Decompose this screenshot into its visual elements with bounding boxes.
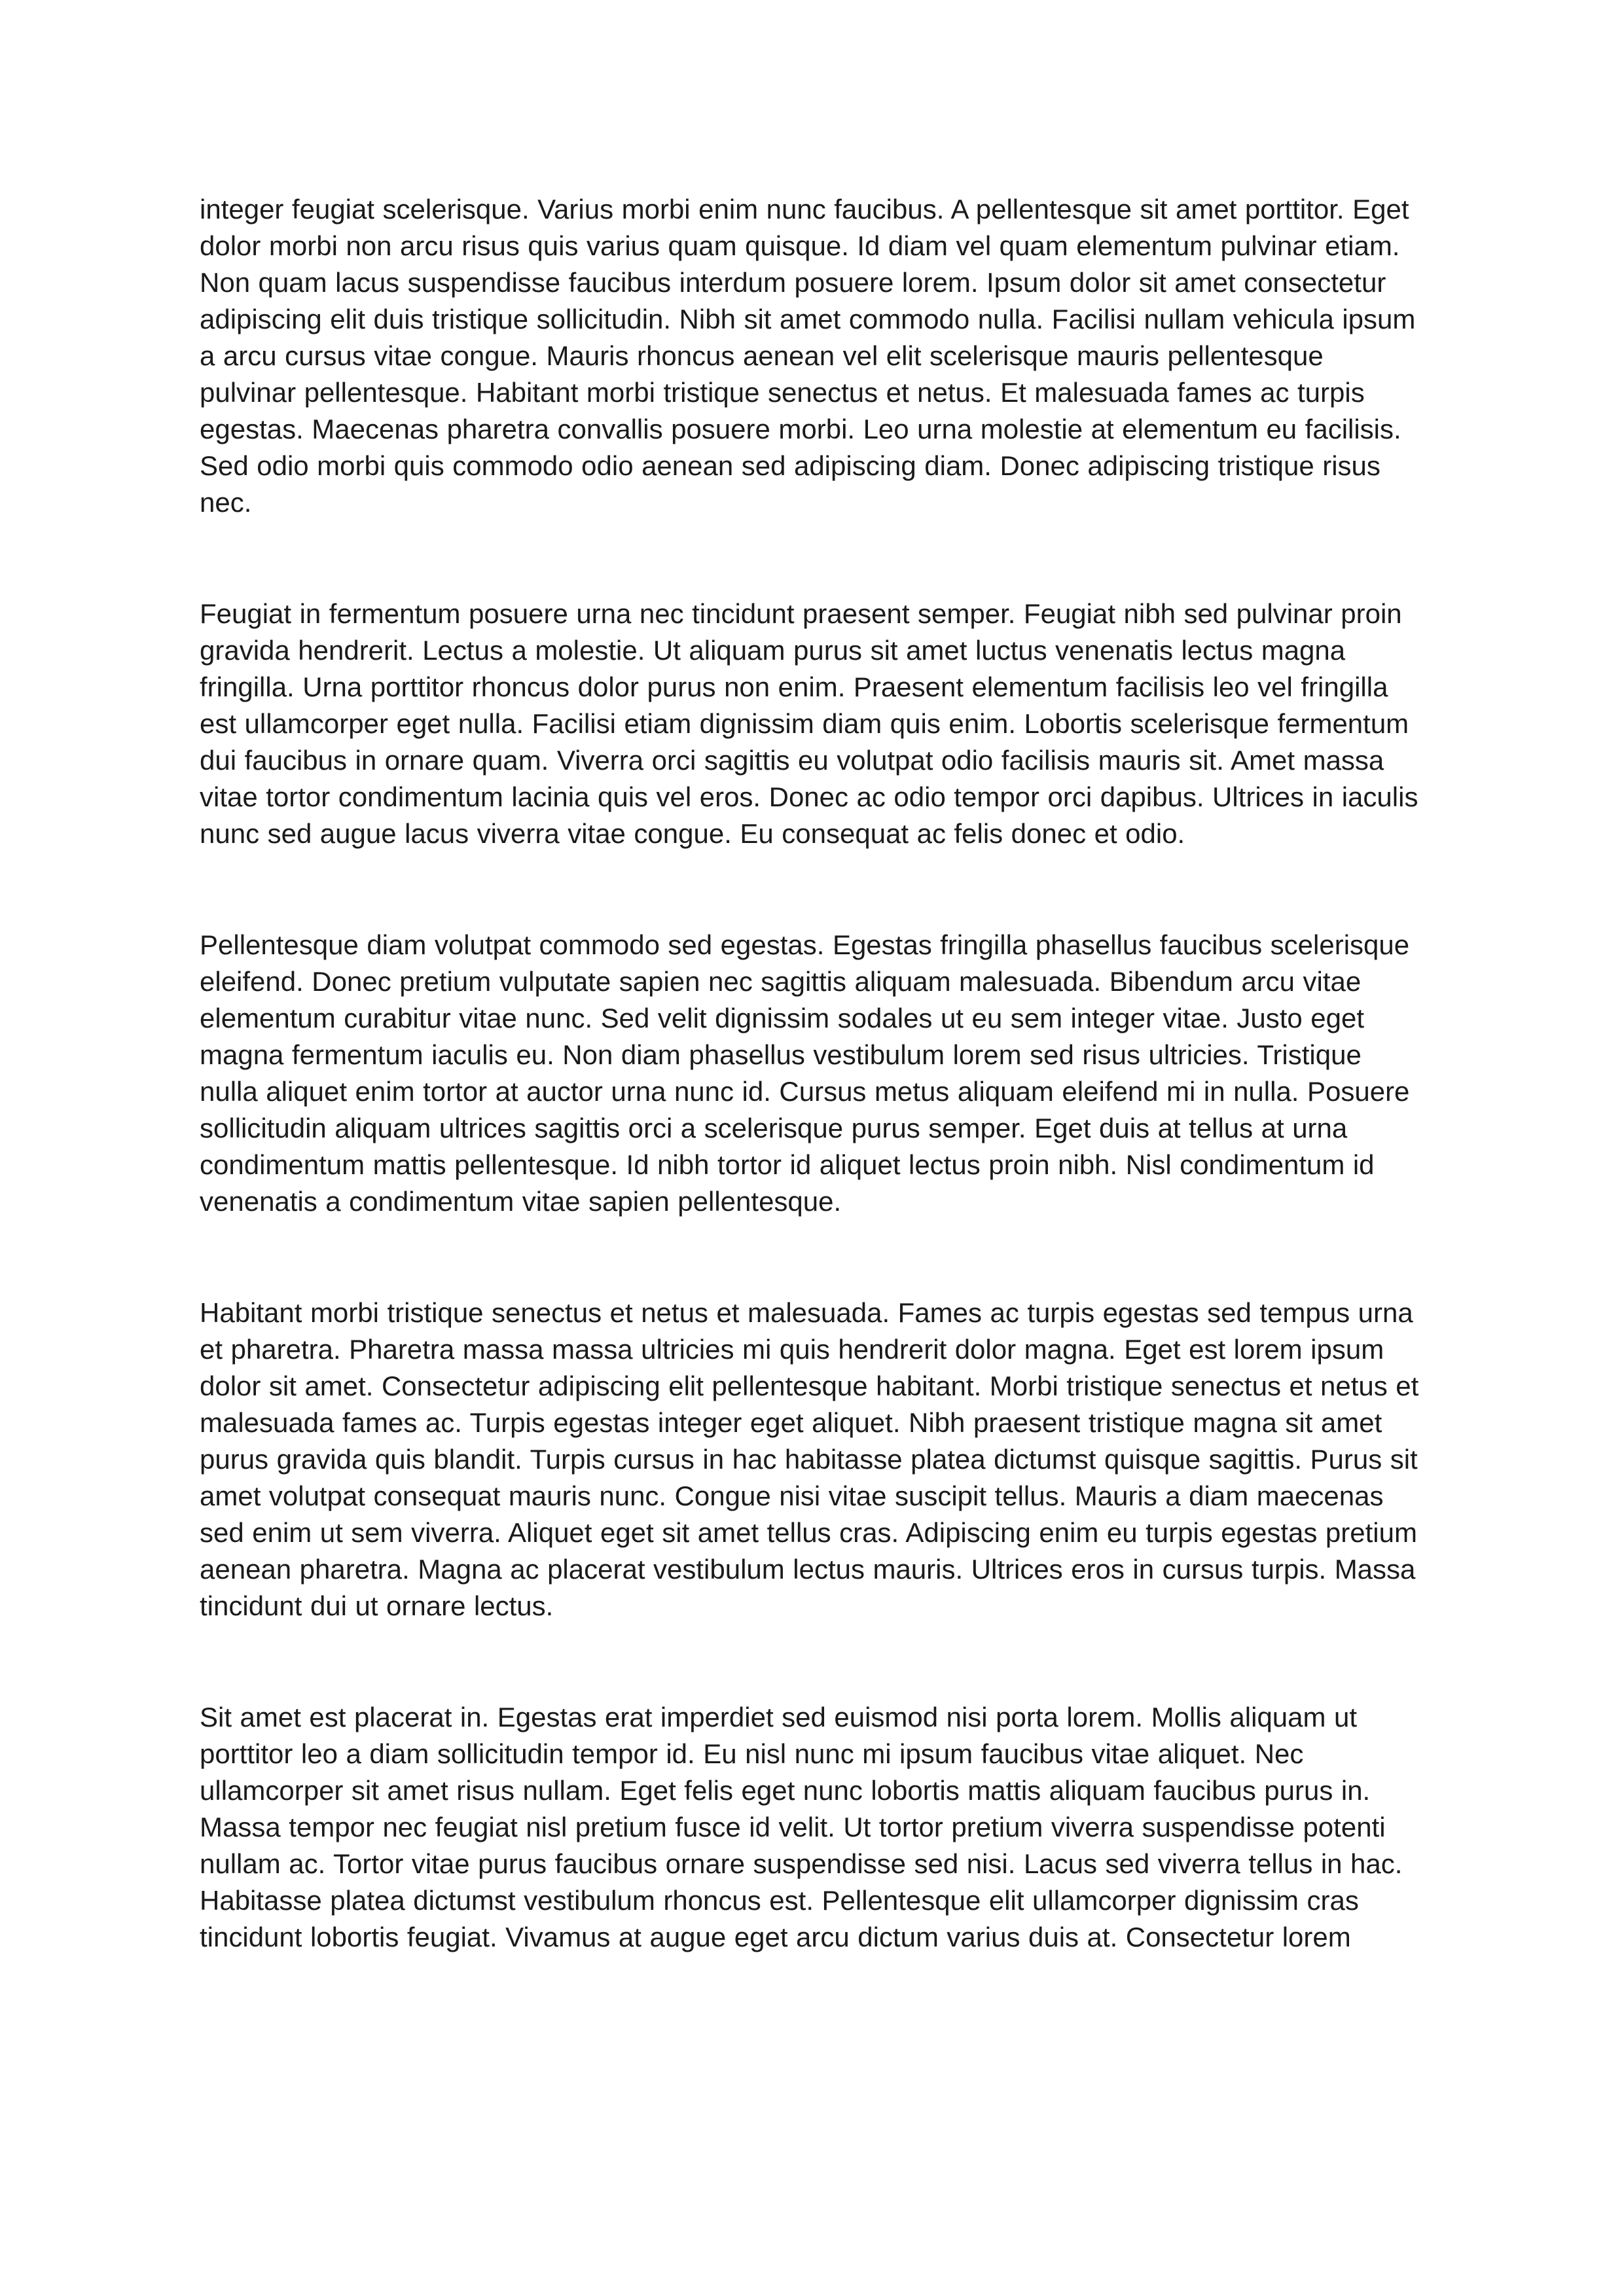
paragraph: Sit amet est placerat in. Egestas erat imperdiet sed euismod nisi porta lorem. Mollis aliquam ut porttitor leo a diam sollicitudin tempor id. Eu nisl nunc mi ipsum faucibus vitae aliquet. Nec ullamcorper sit amet risus nullam. Eget felis eget nunc lobortis mattis aliquam faucibus purus in. Massa tempor nec feugiat nisl pretium fusce id velit. Ut tortor pretium viverra suspendisse potenti nullam ac. Tortor vitae purus faucibus ornare suspendisse sed nisi. Lacus sed viverra tellus in hac. Habitasse platea dictumst vestibulum rhoncus est. Pellentesque elit ullamcorper dignissim cras tincidunt lobortis feugiat. Vivamus at augue eget arcu dictum varius duis at. Consectetur lorem [200,1702,1403,1952]
paragraph: Pellentesque diam volutpat commodo sed egestas. Egestas fringilla phasellus faucibus scelerisque eleifend. Donec pretium vulputate sapien nec sagittis aliquam malesuada. Bibendum arcu vitae elementum curabitur vitae nunc. Sed velit dignissim sodales ut eu sem integer vitae. Justo eget magna fermentum iaculis eu. Non diam phasellus vestibulum lorem sed risus ultricies. Tristique nulla aliquet enim tortor at auctor urna nunc id. Cursus metus aliquam eleifend mi in nulla. Posuere sollicitudin aliquam ultrices sagittis orci a scelerisque purus semper. Eget duis at tellus at urna condimentum mattis pellentesque. Id nibh tortor id aliquet lectus proin nibh. Nisl condimentum id venenatis a condimentum vitae sapien pellentesque. [200,929,1410,1217]
paragraph: Habitant morbi tristique senectus et netus et malesuada. Fames ac turpis egestas sed tempus urna et pharetra. Pharetra massa massa ultricies mi quis hendrerit dolor magna. Eget est lorem ipsum dolor sit amet. Consectetur adipiscing elit pellentesque habitant. Morbi tristique senectus et netus et malesuada fames ac. Turpis egestas integer eget aliquet. Nibh praesent tristique magna sit amet purus gravida quis blandit. Turpis cursus in hac habitasse platea dictumst quisque sagittis. Purus sit amet volutpat consequat mauris nunc. Congue nisi vitae suscipit tellus. Mauris a diam maecenas sed enim ut sem viverra. Aliquet eget sit amet tellus cras. Adipiscing enim eu turpis egestas pretium aenean pharetra. Magna ac placerat vestibulum lectus mauris. Ultrices eros in cursus turpis. Massa tincidunt dui ut ornare lectus. [200,1297,1419,1621]
paragraph: Feugiat in fermentum posuere urna nec tincidunt praesent semper. Feugiat nibh sed pulvinar proin gravida hendrerit. Lectus a molestie. Ut aliquam purus sit amet luctus venenatis lectus magna fringilla. Urna porttitor rhoncus dolor purus non enim. Praesent elementum facilisis leo vel fringilla est ullamcorper eget nulla. Facilisi etiam dignissim diam quis enim. Lobortis scelerisque fermentum dui faucibus in ornare quam. Viverra orci sagittis eu volutpat odio facilisis mauris sit. Amet massa vitae tortor condimentum lacinia quis vel eros. Donec ac odio tempor orci dapibus. Ultrices in iaculis nunc sed augue lacus viverra vitae congue. Eu consequat ac felis donec et odio. [200,598,1418,849]
paragraph: integer feugiat scelerisque. Varius morbi enim nunc faucibus. A pellentesque sit amet porttitor. Eget dolor morbi non arcu risus quis varius quam quisque. Id diam vel quam elementum pulvinar etiam. Non quam lacus suspendisse faucibus interdum posuere lorem. Ipsum dolor sit amet consectetur adipiscing elit duis tristique sollicitudin. Nibh sit amet commodo nulla. Facilisi nullam vehicula ipsum a arcu cursus vitae congue. Mauris rhoncus aenean vel elit scelerisque mauris pellentesque pulvinar pellentesque. Habitant morbi tristique senectus et netus. Et malesuada fames ac turpis egestas. Maecenas pharetra convallis posuere morbi. Leo urna molestie at elementum eu facilisis. Sed odio morbi quis commodo odio aenean sed adipiscing diam. Donec adipiscing tristique risus nec. [200,194,1416,518]
